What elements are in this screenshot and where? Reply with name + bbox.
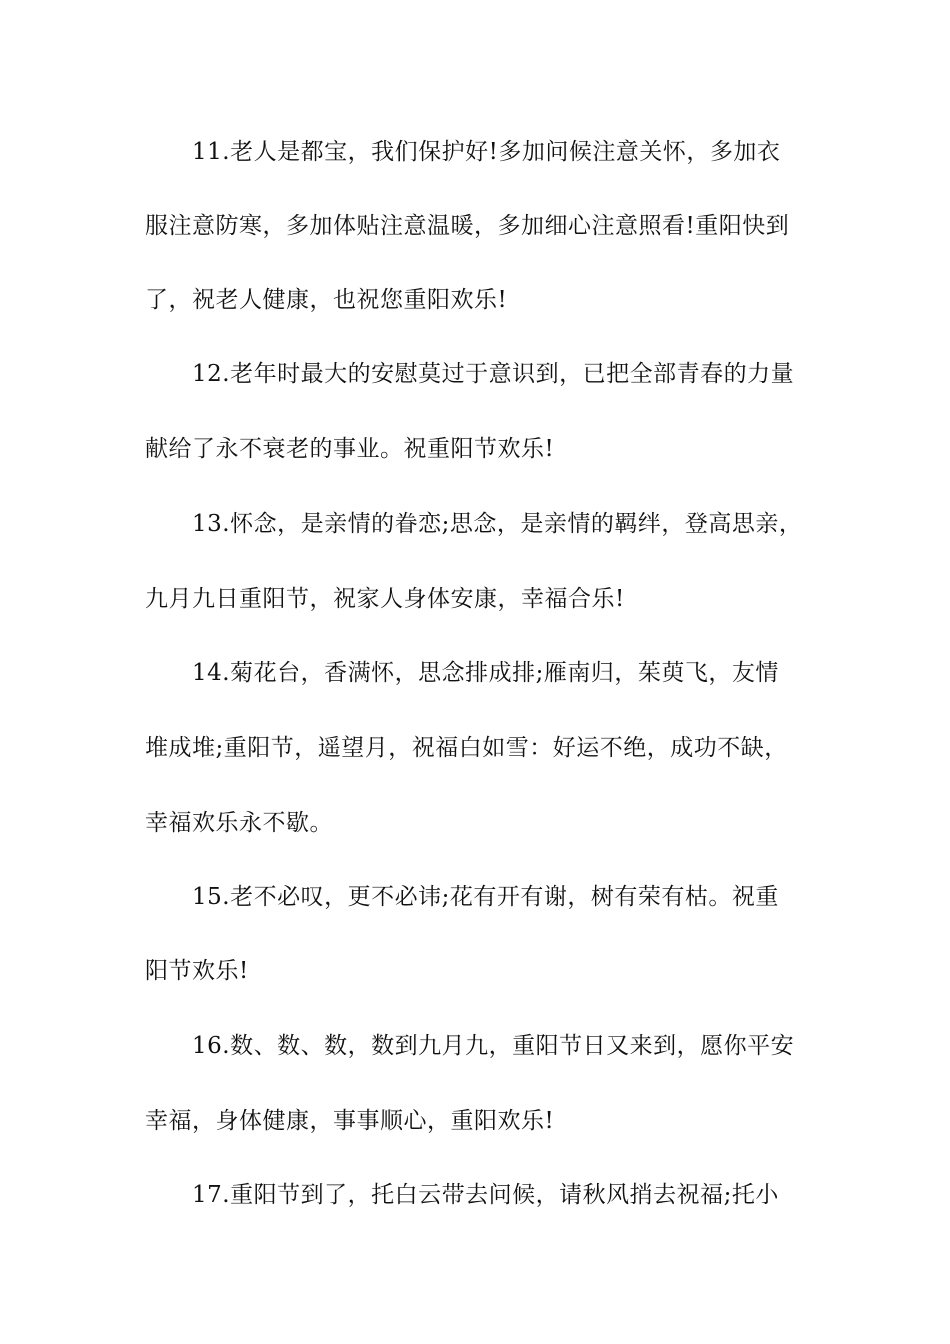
paragraph-16-line-2: 幸福，身体健康，事事顺心，重阳欢乐! xyxy=(145,1108,555,1134)
paragraph-15-line-2: 阳节欢乐! xyxy=(145,958,249,984)
paragraph-15-line-1: 15.老不必叹，更不必讳;花有开有谢，树有荣有枯。祝重 xyxy=(192,884,779,910)
paragraph-16-line-1: 16.数、数、数，数到九月九，重阳节日又来到，愿你平安 xyxy=(192,1033,795,1059)
paragraph-11-line-1: 11.老人是都宝，我们保护好!多加问候注意关怀，多加衣 xyxy=(192,139,781,165)
paragraph-12-line-1: 12.老年时最大的安慰莫过于意识到，已把全部青春的力量 xyxy=(192,361,795,387)
paragraph-14-line-3: 幸福欢乐永不歇。 xyxy=(145,810,333,836)
paragraph-14-line-2: 堆成堆;重阳节，遥望月，祝福白如雪：好运不绝，成功不缺， xyxy=(145,735,788,761)
paragraph-11-line-2: 服注意防寒，多加体贴注意温暖，多加细心注意照看!重阳快到 xyxy=(145,213,790,239)
paragraph-17-line-1: 17.重阳节到了，托白云带去问候，请秋风捎去祝福;托小 xyxy=(192,1182,779,1208)
paragraph-12-line-2: 献给了永不衰老的事业。祝重阳节欢乐! xyxy=(145,436,555,462)
paragraph-11-line-3: 了，祝老人健康，也祝您重阳欢乐! xyxy=(145,287,508,313)
paragraph-13-line-2: 九月九日重阳节，祝家人身体安康，幸福合乐! xyxy=(145,586,625,612)
paragraph-14-line-1: 14.菊花台，香满怀，思念排成排;雁南归，茱萸飞，友情 xyxy=(192,660,779,686)
paragraph-13-line-1: 13.怀念，是亲情的眷恋;思念，是亲情的羁绊，登高思亲， xyxy=(192,511,803,537)
